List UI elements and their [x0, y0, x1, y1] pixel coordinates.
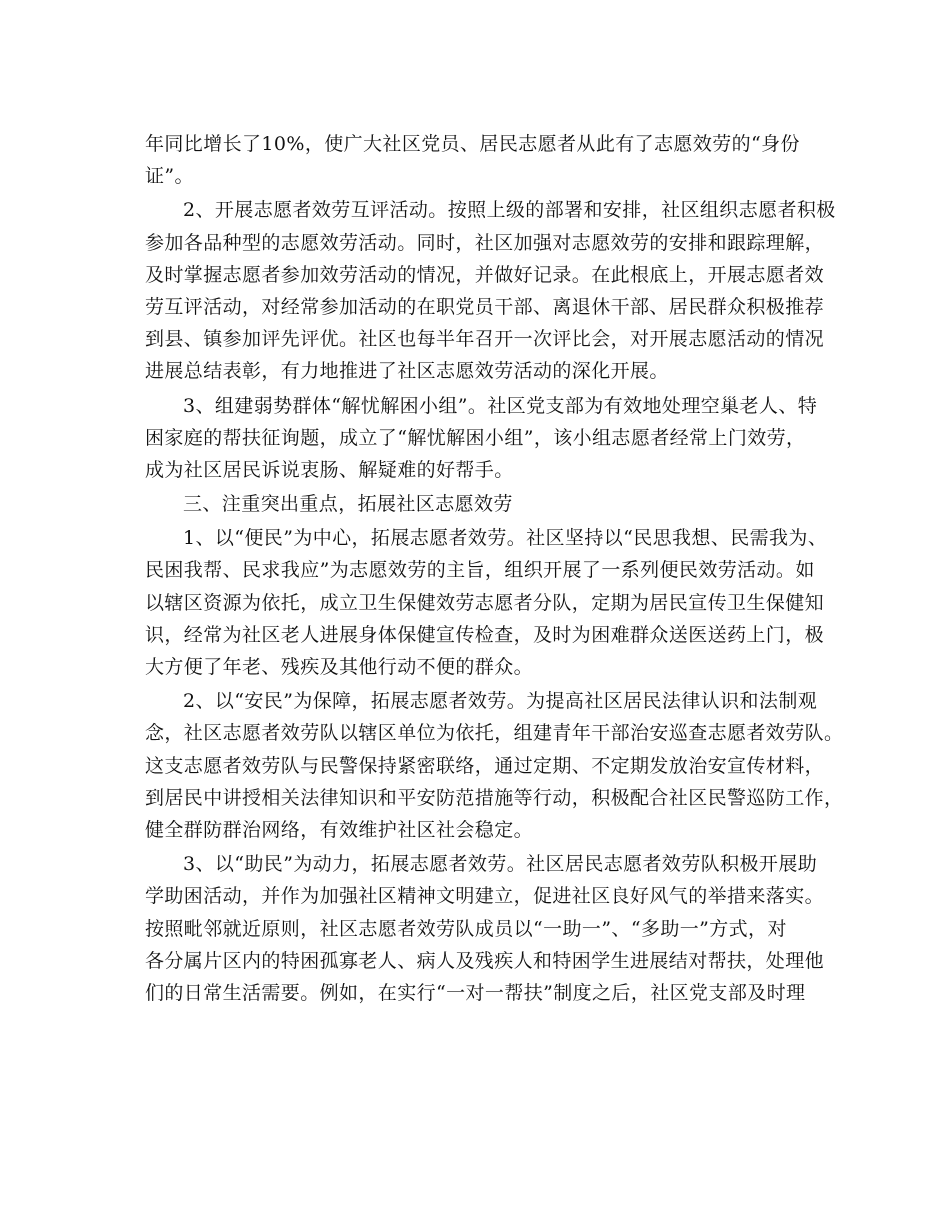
paragraph-start-line: 2、开展志愿者效劳互评活动。按照上级的部署和安排，社区组织志愿者积极: [183, 199, 836, 222]
text-line: 念，社区志愿者效劳队以辖区单位为依托，组建青年干部治安巡查志愿者效劳队。: [145, 722, 844, 745]
text-line: 劳互评活动，对经常参加活动的在职党员干部、离退休干部、居民群众积极推荐: [145, 295, 825, 318]
text-line: 大方便了年老、残疾及其他行动不便的群众。: [145, 656, 534, 678]
text-line: 民困我帮、民求我应”为志愿效劳的主旨，组织开展了一系列便民效劳活动。如: [145, 559, 815, 582]
text-line: 们的日常生活需要。例如，在实行“一对一帮扶”制度之后，社区党支部及时理: [145, 981, 806, 1004]
text-line: 到县、镇参加评先评优。社区也每半年召开一次评比会，对开展志愿活动的情况: [145, 328, 825, 351]
text-line: 按照毗邻就近原则，社区志愿者效劳队成员以“一助一”、“多助一”方式，对: [145, 917, 787, 940]
paragraph-start-line: 2、以“安民”为保障，拓展志愿者效劳。为提高社区居民法律认识和法制观: [183, 690, 818, 713]
text-line: 及时掌握志愿者参加效劳活动的情况，并做好记录。在此根底上，开展志愿者效: [145, 263, 825, 286]
text-line: 成为社区居民诉说衷肠、解疑难的好帮手。: [145, 458, 514, 481]
text-line: 进展总结表彰，有力地推进了社区志愿效劳活动的深化开展。: [145, 360, 669, 383]
section-heading: 三、注重突出重点，拓展社区志愿效劳: [183, 493, 513, 516]
text-line: 以辖区资源为依托，成立卫生保健效劳志愿者分队，定期为居民宣传卫生保健知: [145, 591, 825, 614]
paragraph-start-line: 1、以“便民”为中心，拓展志愿者效劳。社区坚持以“民思我想、民需我为、: [183, 527, 828, 550]
text-line: 年同比增长了10%，使广大社区党员、居民志愿者从此有了志愿效劳的“身份: [145, 133, 800, 155]
text-line: 识，经常为社区老人进展身体保健宣传检查，及时为困难群众送医送药上门，极: [145, 623, 825, 646]
text-line: 这支志愿者效劳队与民警保持紧密联络，通过定期、不定期发放治安宣传材料，: [145, 754, 825, 777]
text-line: 证”。: [145, 165, 194, 188]
text-line: 参加各品种型的志愿效劳活动。同时，社区加强对志愿效劳的安排和跟踪理解，: [145, 231, 825, 254]
text-line: 健全群防群治网络，有效维护社区社会稳定。: [145, 818, 534, 841]
paragraph-start-line: 3、组建弱势群体“解忧解困小组”。社区党支部为有效地处理空巢老人、特: [183, 394, 818, 417]
text-line: 到居民中讲授相关法律知识和平安防范措施等行动，积极配合社区民警巡防工作，: [145, 786, 844, 809]
text-line: 学助困活动，并作为加强社区精神文明建立，促进社区良好风气的举措来落实。: [145, 885, 825, 908]
paragraph-start-line: 3、以“助民”为动力，拓展志愿者效劳。社区居民志愿者效劳队积极开展助: [183, 853, 818, 876]
text-line: 困家庭的帮扶征询题，成立了“解忧解困小组”，该小组志愿者经常上门效劳，: [145, 426, 806, 449]
text-line: 各分属片区内的特困孤寡老人、病人及残疾人和特困学生进展结对帮扶，处理他: [145, 949, 825, 972]
body-text: [145, 128, 844, 1009]
